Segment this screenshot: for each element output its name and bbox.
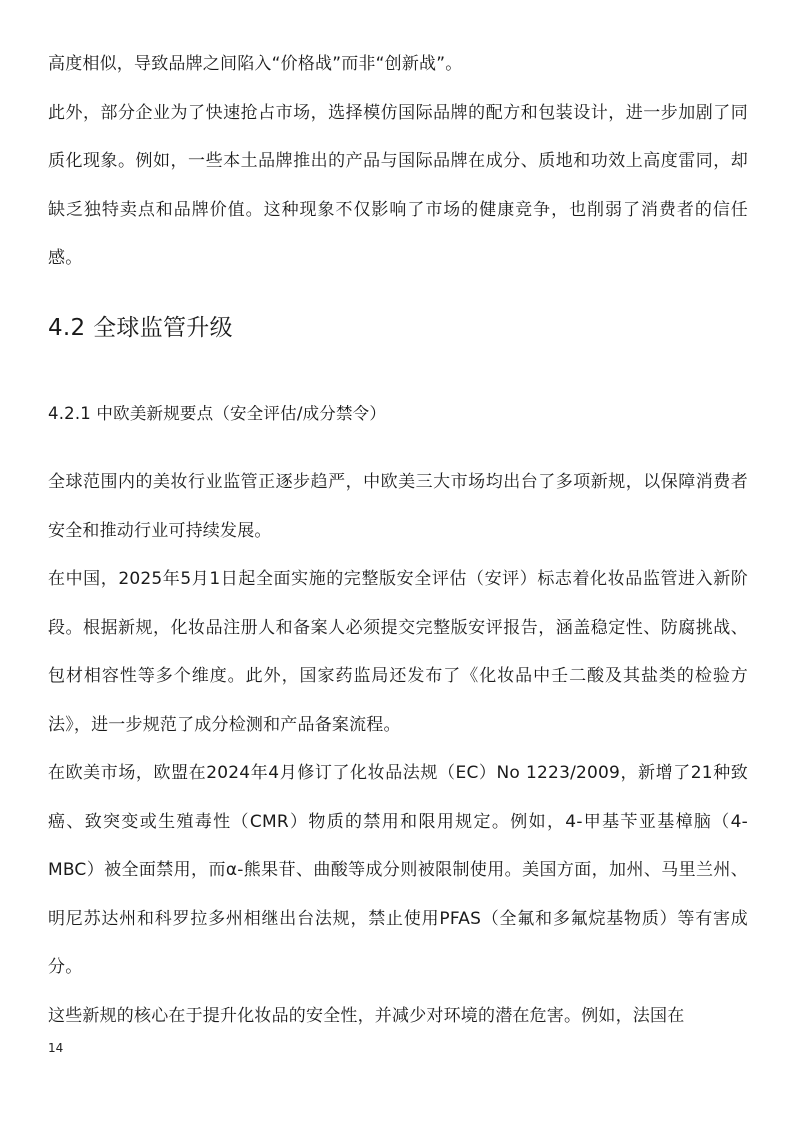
paragraph: 高度相似，导致品牌之间陷入“价格战”而非“创新战”。: [48, 54, 463, 74]
subsection-heading: 4.2.1 中欧美新规要点（安全评估/成分禁令）: [48, 404, 387, 423]
paragraph: 在欧美市场，欧盟在2024年4月修订了化妆品法规（EC）No 1223/2009，新增了21种致癌、致突变或生殖毒性（CMR）物质的禁用和限用规定。例如，4-甲基苄亚基樟脑（4-MBC）被全面禁用，而α-熊果苷、曲酸等成分则被限制使用。美国方面，加州、马里兰州、明尼苏达州和科罗拉多州相继出台法规，禁止使用PFAS（全氟和多氟烷基物质）等有害成分。: [48, 763, 748, 977]
page-number: 14: [48, 1041, 64, 1055]
intro-text-block: [48, 40, 748, 283]
section-heading: 4.2 全球监管升级: [48, 315, 233, 341]
paragraph: 全球范围内的美妆行业监管正逐步趋严，中欧美三大市场均出台了多项新规，以保障消费者安全和推动行业可持续发展。: [48, 472, 748, 541]
paragraph: 在中国，2025年5月1日起全面实施的完整版安全评估（安评）标志着化妆品监管进入新阶段。根据新规，化妆品注册人和备案人必须提交完整版安评报告，涵盖稳定性、防腐挑战、包材相容性等多个维度。此外，国家药监局还发布了《化妆品中壬二酸及其盐类的检验方法》，进一步规范了成分检测和产品备案流程。: [48, 569, 748, 735]
document-page: [48, 0, 748, 1122]
paragraph: 此外，部分企业为了快速抢占市场，选择模仿国际品牌的配方和包装设计，进一步加剧了同质化现象。例如，一些本土品牌推出的产品与国际品牌在成分、质地和功效上高度雷同，却缺乏独特卖点和品牌价值。这种现象不仅影响了市场的健康竞争，也削弱了消费者的信任感。: [48, 102, 748, 268]
body-text-block: [48, 458, 748, 1040]
paragraph: 这些新规的核心在于提升化妆品的安全性，并减少对环境的潜在危害。例如，法国在: [48, 1005, 685, 1026]
